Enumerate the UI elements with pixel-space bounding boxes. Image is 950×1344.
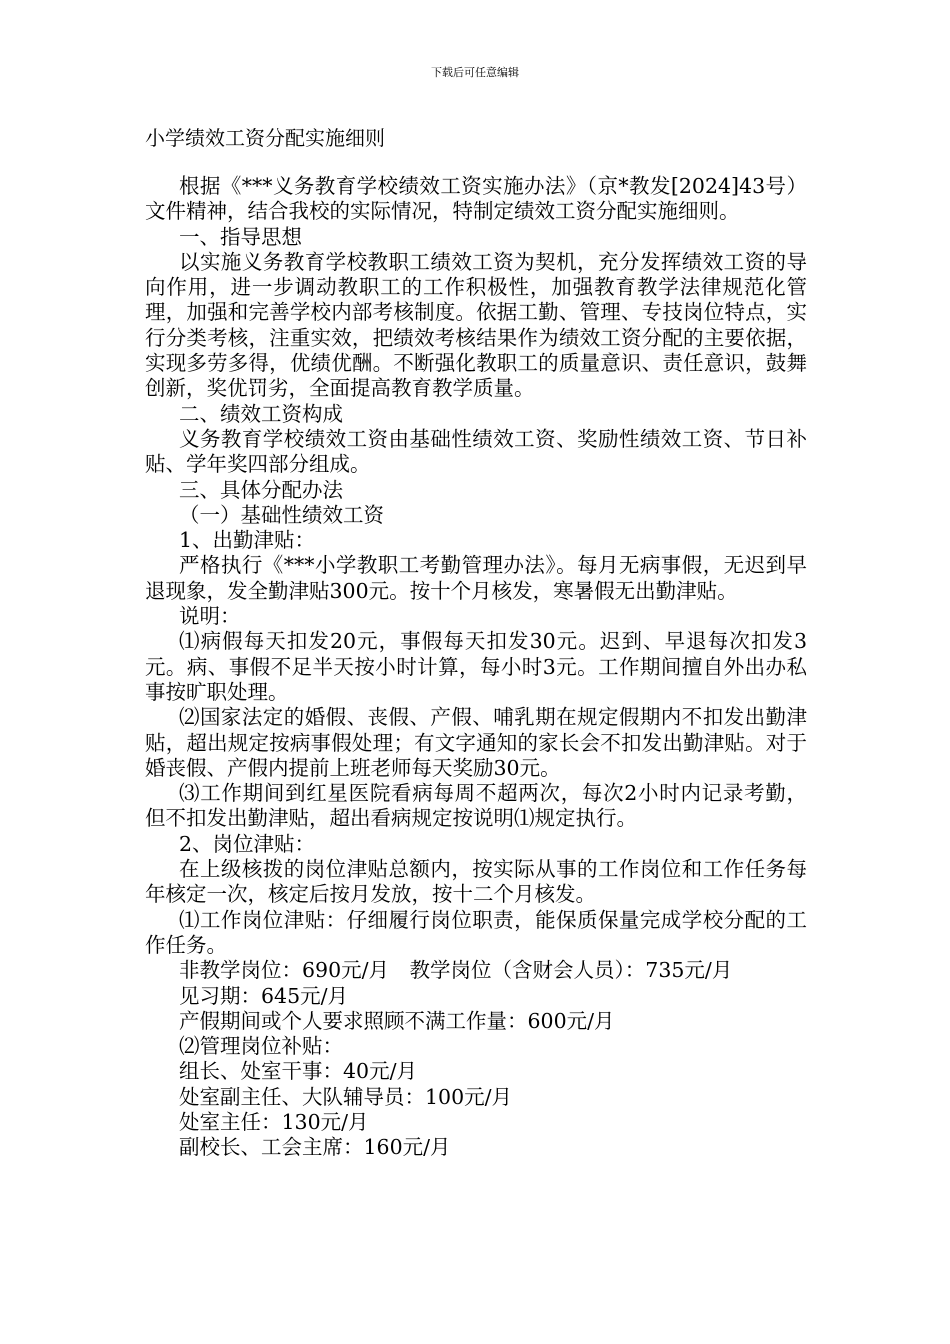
rate-line-director: 处室主任：130元/月 — [179, 1109, 369, 1134]
rate-line-reduced-workload: 产假期间或个人要求照顾不满工作量：600元/月 — [179, 1008, 615, 1033]
page-header: 下载后可任意编辑 — [431, 66, 519, 79]
attendance-paragraph: 严格执行《***小学教职工考勤管理办法》。每月无病事假，无迟到早退现象，发全勤津贴300元。按十个月核发，寒暑假无出勤津贴。 — [145, 553, 807, 603]
post-allowance-item-1: ⑴工作岗位津贴：仔细履行岗位职责，能保质保量完成学校分配的工作任务。 — [145, 907, 807, 957]
intro-paragraph: 根据《***义务教育学校绩效工资实施办法》（京*教发[2024]43号）文件精神，结合我校的实际情况，特制定绩效工资分配实施细则。 — [145, 174, 807, 224]
note-item-3: ⑶工作期间到红星医院看病每周不超两次，每次2小时内记录考勤，但不扣发出勤津贴，超出看病规定按说明⑴规定执行。 — [145, 781, 807, 831]
item-heading-attendance: 1、出勤津贴： — [179, 528, 316, 553]
rate-line-group-leader: 组长、处室干事：40元/月 — [179, 1059, 417, 1084]
section-heading-distribution: 三、具体分配办法 — [179, 477, 343, 502]
section-heading-composition: 二、绩效工资构成 — [179, 401, 343, 426]
document-title: 小学绩效工资分配实施细则 — [145, 126, 385, 150]
rate-line-deputy-director: 处室副主任、大队辅导员：100元/月 — [179, 1084, 513, 1109]
guiding-principle-paragraph: 以实施义务教育学校教职工绩效工资为契机，充分发挥绩效工资的导向作用，进一步调动教职工的工作积极性，加强教育教学法律规范化管理，加强和完善学校内部考核制度。依据工勤、管理、专技岗位特点，实行分类考核，注重实效，把绩效考核结果作为绩效工资分配的主要依据，实现多劳多得，优绩优酬。不断强化教职工的质量意识、责任意识，鼓舞创新，奖优罚劣，全面提高教育教学质量。 — [145, 249, 807, 401]
post-allowance-paragraph: 在上级核拨的岗位津贴总额内，按实际从事的工作岗位和工作任务每年核定一次，核定后按月发放，按十二个月核发。 — [145, 857, 807, 907]
item-heading-post-allowance: 2、岗位津贴： — [179, 831, 316, 856]
note-item-1: ⑴病假每天扣发20元，事假每天扣发30元。迟到、早退每次扣发3元。病、事假不足半天按小时计算，每小时3元。工作期间擅自外出办私事按旷职处理。 — [145, 629, 807, 704]
document-body — [145, 174, 807, 1161]
rate-line-probation: 见习期：645元/月 — [179, 983, 349, 1008]
note-item-2: ⑵国家法定的婚假、丧假、产假、哺乳期在规定假期内不扣发出勤津贴，超出规定按病事假处理；有文字通知的家长会不扣发出勤津贴。对于婚丧假、产假内提前上班老师每天奖励30元。 — [145, 705, 807, 780]
post-allowance-item-2: ⑵管理岗位补贴： — [179, 1034, 343, 1059]
rate-line-teaching-posts: 非教学岗位：690元/月 教学岗位（含财会人员）：735元/月 — [179, 958, 733, 983]
composition-paragraph: 义务教育学校绩效工资由基础性绩效工资、奖励性绩效工资、节日补贴、学年奖四部分组成。 — [145, 426, 807, 477]
subsection-heading-basic-pay: （一）基础性绩效工资 — [179, 502, 384, 527]
note-label: 说明： — [179, 604, 241, 629]
rate-line-vice-principal: 副校长、工会主席：160元/月 — [179, 1135, 451, 1160]
section-heading-guiding-principle: 一、指导思想 — [179, 224, 302, 249]
